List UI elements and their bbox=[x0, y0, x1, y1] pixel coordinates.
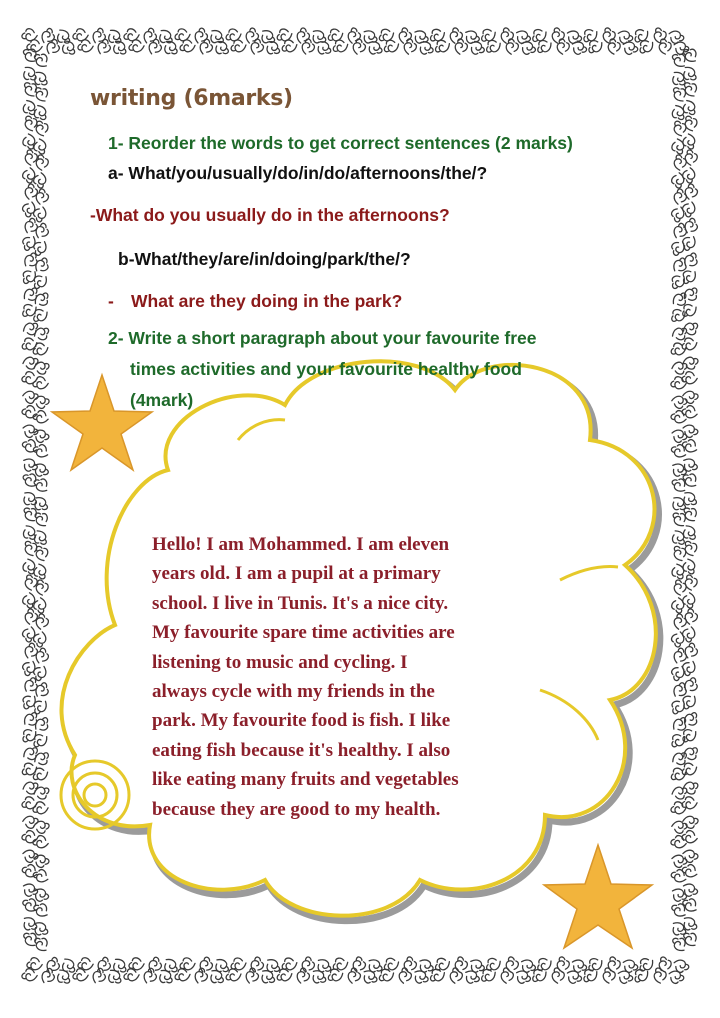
paragraph-line: My favourite spare time activities are bbox=[152, 622, 455, 644]
task2-instruction bbox=[108, 323, 588, 416]
item-a-answer: -What do you usually do in the afternoons? bbox=[90, 205, 450, 225]
paragraph-line: eating fish because it's healthy. I also bbox=[152, 739, 451, 761]
task2-line: 2- Write a short paragraph about your favourite free bbox=[108, 328, 537, 348]
section-title: writing (6marks) bbox=[90, 86, 293, 111]
item-b-bullet: - bbox=[108, 291, 114, 311]
answer-paragraph bbox=[152, 530, 552, 824]
paragraph-line: Hello! I am Mohammed. I am eleven bbox=[152, 534, 450, 555]
task1-instruction: 1- Reorder the words to get correct sentences (2 marks) bbox=[108, 133, 573, 153]
task2-line: (4mark) bbox=[130, 390, 194, 410]
paragraph-line: school. I live in Tunis. It's a nice city. bbox=[152, 592, 449, 614]
paragraph-line: listening to music and cycling. I bbox=[152, 651, 408, 673]
star-icon bbox=[544, 845, 652, 948]
paragraph-line: like eating many fruits and vegetables bbox=[152, 769, 459, 791]
task2-line: times activities and your favourite healthy food bbox=[130, 359, 522, 379]
paragraph-line: because they are good to my health. bbox=[152, 798, 441, 820]
item-b-prompt: b-What/they/are/in/doing/park/the/? bbox=[118, 249, 411, 269]
paragraph-line: always cycle with my friends in the bbox=[152, 681, 435, 703]
item-a-prompt: a- What/you/usually/do/in/do/afternoons/the/? bbox=[108, 163, 488, 183]
item-b-answer: What are they doing in the park? bbox=[131, 291, 403, 311]
paragraph-line: years old. I am a pupil at a primary bbox=[152, 563, 441, 585]
paragraph-line: park. My favourite food is fish. I like bbox=[152, 710, 451, 732]
